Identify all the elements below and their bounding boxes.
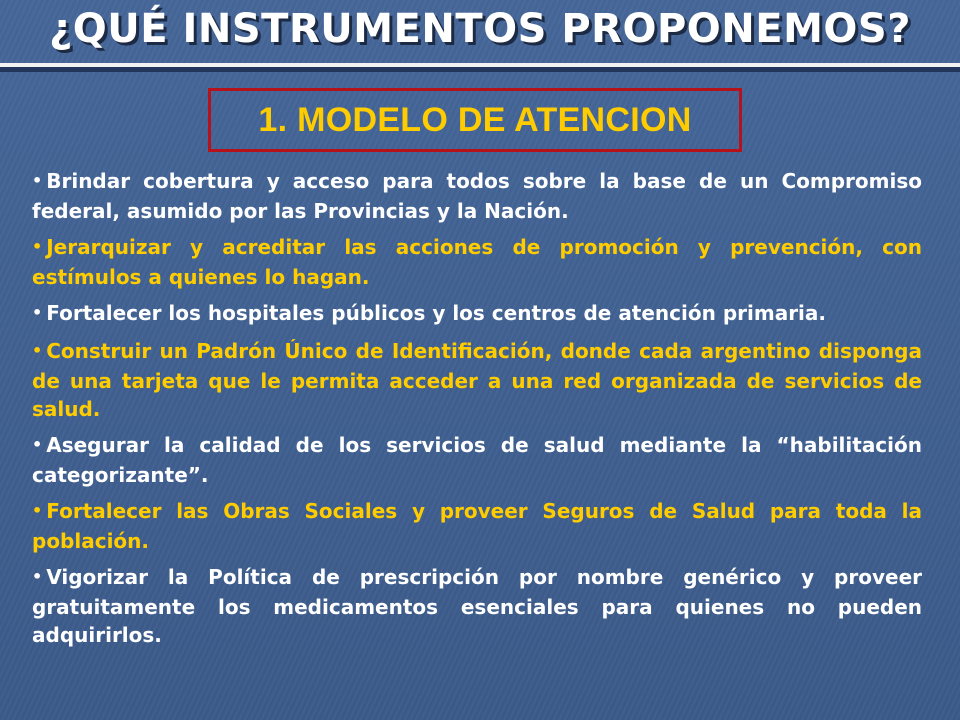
- bullet-icon: •: [32, 171, 43, 190]
- bullet-icon: •: [32, 303, 43, 322]
- bullet-text: Construir un Padrón Único de Identificación, donde cada argentino disponga de una tarjeta que le permita acceder a una red organizada de servicios de salud.: [32, 339, 922, 421]
- title-divider-dark: [0, 67, 960, 72]
- bullet-text: Asegurar la calidad de los servicios de salud mediante la “habilitación categorizante”.: [32, 433, 922, 487]
- bullet-item: [32, 337, 922, 423]
- section-heading-box: [208, 88, 742, 152]
- bullet-text: Fortalecer las Obras Sociales y proveer Seguros de Salud para toda la población.: [32, 499, 922, 553]
- bullet-item: [32, 497, 922, 555]
- bullet-text: Vigorizar la Política de prescripción por nombre genérico y proveer gratuitamente los medicamentos esenciales para quienes no pueden adquirirlos.: [32, 565, 922, 647]
- slide-title: ¿QUÉ INSTRUMENTOS PROPONEMOS?: [49, 6, 911, 52]
- bullet-list: [32, 167, 922, 657]
- bullet-icon: •: [32, 237, 43, 256]
- bullet-item: [32, 563, 922, 649]
- bullet-icon: •: [32, 501, 43, 520]
- bullet-item: [32, 299, 922, 329]
- bullet-icon: •: [32, 567, 43, 586]
- bullet-item: [32, 167, 922, 225]
- bullet-text: Fortalecer los hospitales públicos y los centros de atención primaria.: [46, 301, 827, 325]
- bullet-item: [32, 431, 922, 489]
- section-heading: 1. MODELO DE ATENCION: [258, 100, 692, 139]
- bullet-text: Brindar cobertura y acceso para todos sobre la base de un Compromiso federal, asumido por las Provincias y la Nación.: [32, 169, 922, 223]
- bullet-icon: •: [32, 341, 43, 360]
- bullet-text: Jerarquizar y acreditar las acciones de promoción y prevención, con estímulos a quienes lo hagan.: [32, 235, 922, 289]
- bullet-icon: •: [32, 435, 43, 454]
- bullet-item: [32, 233, 922, 291]
